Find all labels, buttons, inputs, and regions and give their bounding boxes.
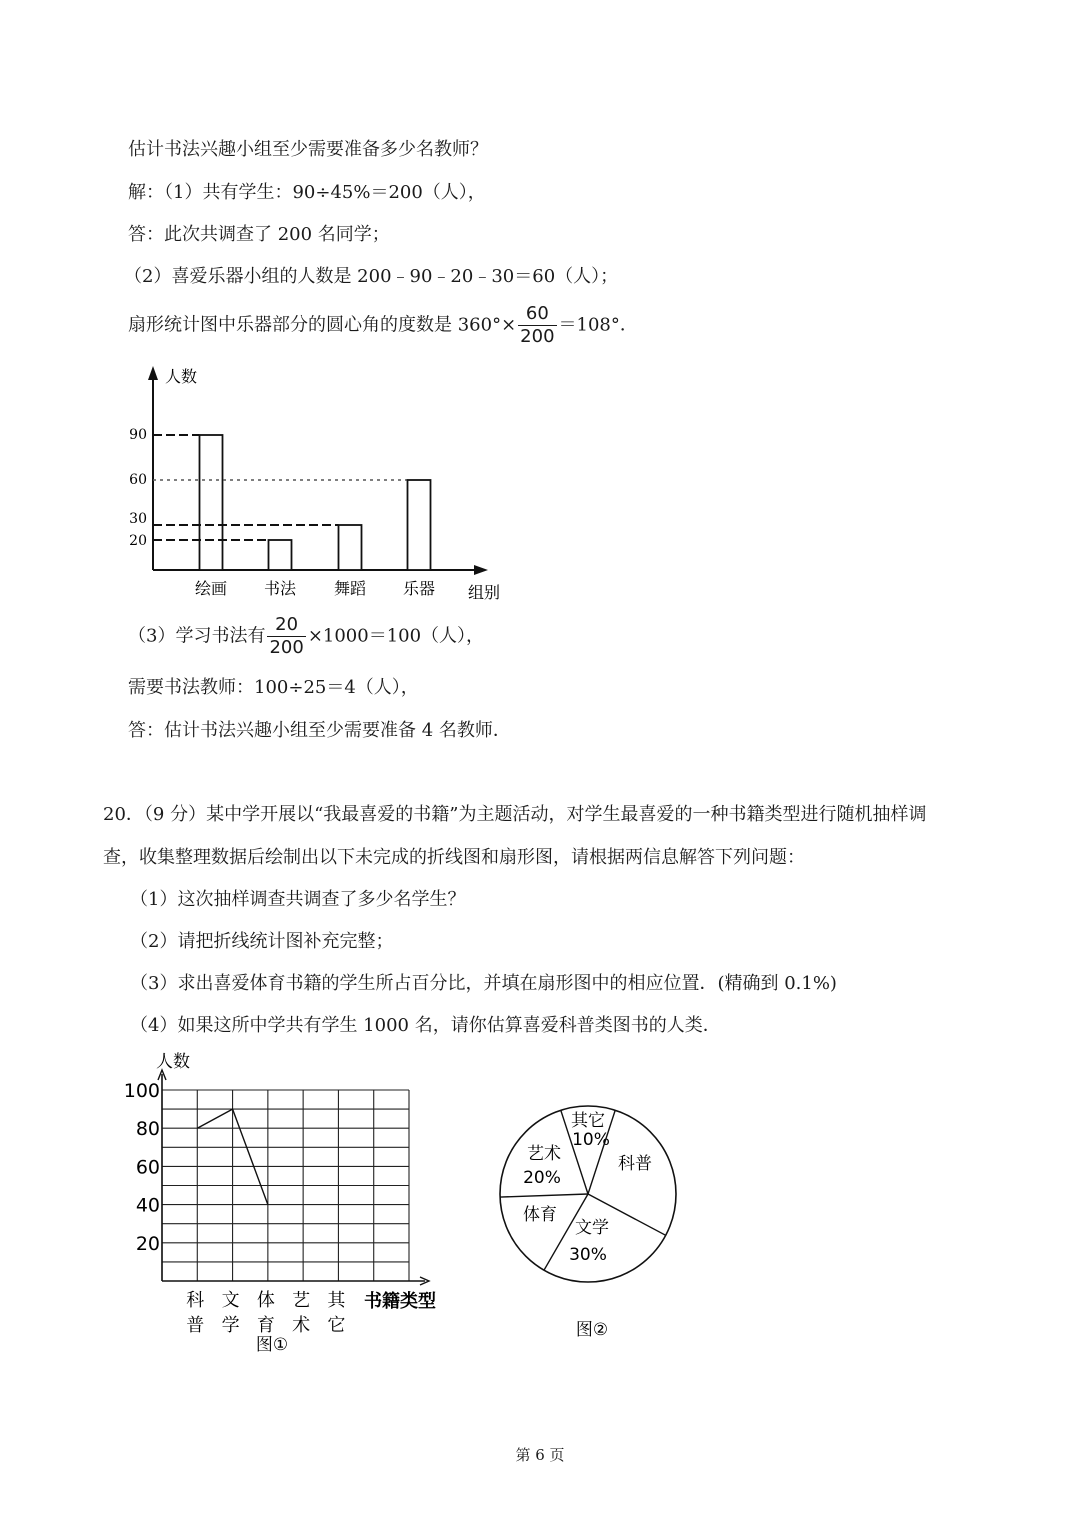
x-axis-label: 书籍类型 bbox=[364, 1291, 436, 1312]
y-axis-label: 人数 bbox=[165, 367, 198, 386]
x-tick-label: 文 bbox=[221, 1290, 240, 1311]
x-tick-label: 体 bbox=[256, 1290, 275, 1311]
q19-line-6-pre: （3）学习书法有 bbox=[128, 625, 266, 647]
pie-slice-label: 科普 bbox=[618, 1154, 652, 1174]
x-axis-label: 组别 bbox=[468, 583, 501, 602]
q20-sub-question-2: （2）请把折线统计图补充完整； bbox=[130, 931, 394, 952]
q20-stem-line-2: 查，收集整理数据后绘制出以下未完成的折线图和扇形图，请根据两信息解答下列问题： bbox=[103, 847, 805, 868]
x-tick-label: 乐器 bbox=[402, 579, 436, 598]
x-tick-label: 艺 bbox=[292, 1290, 311, 1311]
fraction-denominator: 200 bbox=[520, 326, 555, 347]
q19-line-8: 答：估计书法兴趣小组至少需要准备 4 名教师． bbox=[128, 720, 511, 741]
x-tick-label: 书法 bbox=[263, 579, 297, 598]
y-tick-label: 30 bbox=[129, 511, 147, 527]
q19-line-1: 估计书法兴趣小组至少需要准备多少名教师？ bbox=[128, 139, 488, 160]
q20-stem-line-1: 20．（9 分）某中学开展以“我最喜爱的书籍”为主题活动，对学生最喜爱的一种书籍类型进行随机抽样调 bbox=[103, 804, 927, 825]
pie-slice-label: 艺术 bbox=[527, 1144, 561, 1164]
q20-sub-question-1: （1）这次抽样调查共调查了多少名学生？ bbox=[130, 889, 466, 910]
pie-slice-label: 文学 bbox=[575, 1218, 609, 1238]
pie-slice-percent: 30% bbox=[569, 1245, 607, 1265]
x-tick-label: 学 bbox=[221, 1315, 240, 1336]
q19-line-4: （2）喜爱乐器小组的人数是 200﹣90﹣20﹣30＝60（人）； bbox=[124, 266, 619, 287]
x-tick-label: 绘画 bbox=[194, 579, 228, 598]
fraction-numerator: 20 bbox=[267, 614, 305, 637]
q19-line-2: 解：（1）共有学生：90÷45%＝200（人）， bbox=[128, 182, 486, 203]
chart-caption: 图① bbox=[255, 1335, 289, 1355]
y-axis-label: 人数 bbox=[156, 1052, 190, 1072]
y-tick-label: 60 bbox=[129, 472, 147, 488]
y-tick-label: 90 bbox=[129, 427, 147, 443]
bar-chart-group-counts bbox=[118, 360, 508, 610]
x-tick-label: 科 bbox=[186, 1290, 205, 1311]
q19-line-5-pre: 扇形统计图中乐器部分的圆心角的度数是 360°× bbox=[128, 314, 517, 336]
fraction-60-200 bbox=[518, 303, 556, 348]
pie-chart-book-types bbox=[492, 1098, 692, 1358]
q19-line-5 bbox=[128, 303, 638, 348]
pie-slice-label: 其它 bbox=[571, 1111, 605, 1131]
y-tick-label: 100 bbox=[123, 1080, 160, 1102]
y-tick-label: 80 bbox=[135, 1118, 160, 1141]
pie-slice-percent: 20% bbox=[523, 1168, 561, 1188]
y-tick-label: 20 bbox=[129, 533, 147, 549]
bar bbox=[408, 480, 431, 570]
q19-line-6-post: ×1000＝100（人）， bbox=[307, 625, 485, 647]
q19-line-5-post: ＝108°． bbox=[558, 314, 638, 336]
bar bbox=[339, 525, 362, 570]
chart-caption: 图② bbox=[575, 1320, 609, 1340]
line-chart-book-types bbox=[120, 1050, 460, 1360]
x-tick-label: 其 bbox=[327, 1290, 346, 1311]
x-tick-label: 舞蹈 bbox=[333, 579, 367, 598]
q19-line-7: 需要书法教师：100÷25＝4（人）， bbox=[128, 677, 419, 698]
q20-sub-question-4: （4）如果这所中学共有学生 1000 名，请你估算喜爱科普类图书的人类． bbox=[130, 1015, 721, 1036]
q20-sub-question-3: （3）求出喜爱体育书籍的学生所占百分比，并填在扇形图中的相应位置．(精确到 0.1%) bbox=[130, 973, 837, 994]
fraction-denominator: 200 bbox=[269, 637, 304, 658]
x-tick-label: 育 bbox=[256, 1315, 275, 1336]
x-tick-label: 它 bbox=[327, 1315, 346, 1336]
q19-line-3: 答：此次共调查了 200 名同学； bbox=[128, 224, 390, 245]
fraction-numerator: 60 bbox=[518, 303, 556, 326]
y-tick-label: 60 bbox=[135, 1156, 160, 1179]
fraction-20-200 bbox=[267, 614, 305, 659]
x-tick-label: 普 bbox=[186, 1315, 205, 1336]
pie-slice-label: 体育 bbox=[523, 1205, 557, 1225]
q19-line-6 bbox=[128, 614, 484, 659]
y-axis-arrow bbox=[148, 366, 158, 380]
page-number: 第 6 页 bbox=[515, 1446, 565, 1464]
y-tick-label: 40 bbox=[135, 1194, 160, 1217]
pie-slice-percent: 10% bbox=[572, 1130, 610, 1150]
bar bbox=[200, 435, 223, 570]
x-axis-arrow bbox=[474, 565, 488, 575]
x-tick-label: 术 bbox=[292, 1315, 311, 1336]
y-tick-label: 20 bbox=[135, 1232, 160, 1255]
bar bbox=[269, 540, 292, 570]
